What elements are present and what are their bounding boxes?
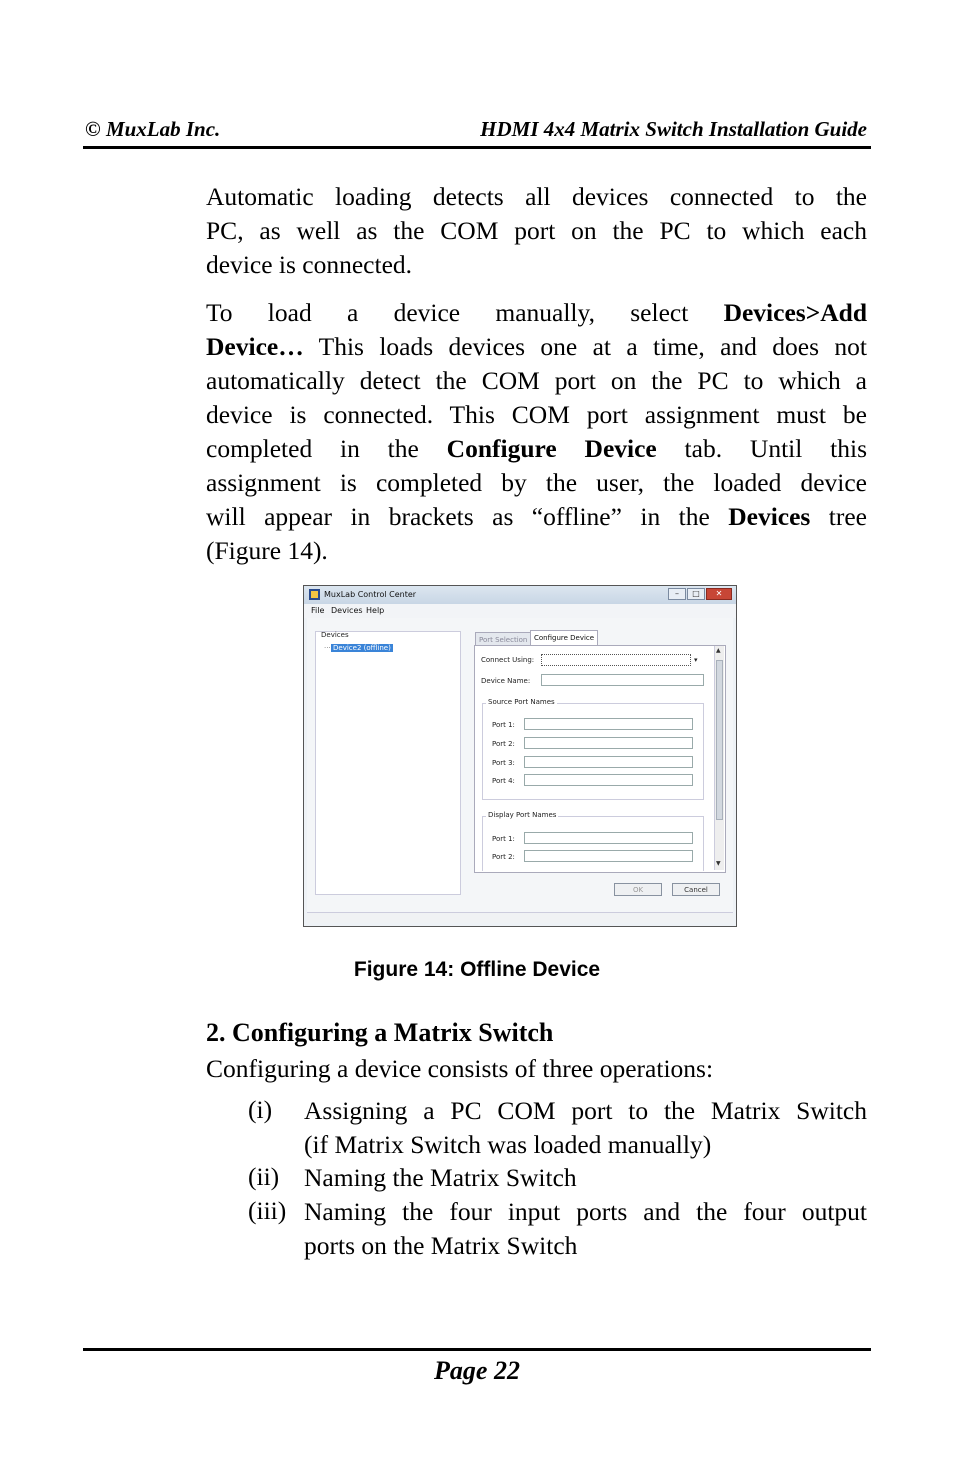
paragraph-2-line: automatically detect the COM port on the PC to which a: [206, 366, 867, 395]
ok-button[interactable]: OK: [614, 883, 662, 896]
connect-using-label: Connect Using:: [481, 656, 535, 664]
paragraph-2-line: device is connected. This COM port assignment must be: [206, 400, 867, 429]
text: This loads devices one at a time, and does not: [303, 332, 867, 361]
bold-text: Devices>Add: [723, 298, 867, 327]
list-item-line: Naming the four input ports and the four output: [304, 1197, 867, 1226]
footer-rule: [83, 1348, 871, 1351]
figure-screenshot: [303, 585, 737, 927]
devices-tree[interactable]: [315, 631, 461, 895]
bold-text: Configure Device: [446, 434, 657, 463]
device-name-label: Device Name:: [481, 677, 531, 685]
list-item-number: (ii): [248, 1162, 280, 1191]
source-port-2-field[interactable]: [524, 737, 693, 749]
device-name-field[interactable]: [541, 674, 704, 686]
list-item: [304, 1161, 867, 1195]
display-port-2-label: Port 2:: [492, 853, 515, 861]
paragraph-2-line: [206, 432, 867, 466]
source-port-2-label: Port 2:: [492, 740, 515, 748]
display-port-2-field[interactable]: [524, 850, 693, 862]
bold-text: Device…: [206, 332, 304, 361]
text: To load a device manually, select: [206, 298, 724, 327]
menu-help[interactable]: Help: [366, 606, 385, 615]
list-item-line: Assigning a PC COM port to the Matrix Switch: [304, 1096, 867, 1125]
minimize-icon[interactable]: –: [668, 588, 686, 600]
paragraph-2: [206, 296, 867, 568]
display-port-1-field[interactable]: [524, 832, 693, 844]
list-item: [304, 1094, 867, 1162]
text: tree: [810, 502, 868, 531]
section-heading: 2. Configuring a Matrix Switch: [206, 1018, 554, 1047]
list-item-line: (if Matrix Switch was loaded manually): [304, 1130, 712, 1159]
source-port-3-label: Port 3:: [492, 759, 515, 767]
paragraph-2-line: assignment is completed by the user, the loaded device: [206, 468, 867, 497]
header-rule: [83, 146, 871, 149]
source-port-4-field[interactable]: [524, 774, 693, 786]
paragraph-1: [206, 180, 867, 282]
menu-file[interactable]: File: [311, 606, 325, 615]
paragraph-2-line: [206, 296, 867, 330]
text: tab. Until this: [656, 434, 867, 463]
status-bar: [307, 912, 733, 923]
bold-text: Devices: [728, 502, 811, 531]
paragraph-2-line: [206, 330, 867, 364]
list-item-line: Naming the Matrix Switch: [304, 1163, 577, 1192]
paragraph-1-line: device is connected.: [206, 250, 413, 279]
list-item: [304, 1195, 867, 1263]
section-intro: Configuring a device consists of three operations:: [206, 1054, 714, 1083]
text: completed in the: [206, 434, 447, 463]
tab-configure-device[interactable]: Configure Device: [530, 630, 598, 647]
source-port-4-label: Port 4:: [492, 777, 515, 785]
paragraph-1-line: Automatic loading detects all devices connected to the: [206, 182, 867, 211]
chevron-down-icon[interactable]: ▾: [694, 656, 698, 664]
header-right: HDMI 4x4 Matrix Switch Installation Guide: [480, 117, 867, 141]
tree-connector: ···: [324, 644, 331, 652]
source-port-3-field[interactable]: [524, 756, 693, 768]
maximize-icon[interactable]: □: [687, 588, 705, 600]
close-icon[interactable]: ✕: [706, 588, 732, 600]
text: will appear in brackets as “offline” in the: [206, 502, 729, 531]
source-port-group-label: Source Port Names: [488, 698, 555, 706]
source-port-1-label: Port 1:: [492, 721, 515, 729]
window-titlebar: [304, 586, 736, 605]
tree-item-device2[interactable]: Device2 (offline): [333, 644, 391, 652]
list-item-line: ports on the Matrix Switch: [304, 1231, 578, 1260]
muxlab-app-icon: [309, 589, 320, 600]
menubar: [304, 604, 736, 618]
display-port-group-label: Display Port Names: [488, 811, 557, 819]
paragraph-1-line: PC, as well as the COM port on the PC to which each: [206, 216, 867, 245]
cancel-button[interactable]: Cancel: [672, 883, 720, 896]
tab-port-selection[interactable]: Port Selection: [475, 632, 531, 647]
display-port-1-label: Port 1:: [492, 835, 515, 843]
scroll-thumb[interactable]: [716, 660, 723, 820]
figure-caption: Figure 14: Offline Device: [353, 958, 601, 981]
connect-using-select[interactable]: [541, 654, 691, 666]
window-title: MuxLab Control Center: [324, 590, 417, 599]
menu-devices[interactable]: Devices: [331, 606, 363, 615]
source-port-1-field[interactable]: [524, 718, 693, 730]
devices-tree-header: Devices: [321, 631, 349, 639]
scroll-down-icon[interactable]: ▼: [716, 860, 721, 867]
scroll-up-icon[interactable]: ▲: [716, 647, 721, 654]
header-left: © MuxLab Inc.: [85, 117, 221, 141]
panel-scrollbar[interactable]: [714, 646, 724, 870]
paragraph-2-line: [206, 500, 867, 534]
page-number: Page 22: [434, 1356, 520, 1385]
paragraph-2-line: (Figure 14).: [206, 536, 328, 565]
list-item-number: (iii): [248, 1196, 287, 1225]
list-item-number: (i): [248, 1095, 273, 1124]
